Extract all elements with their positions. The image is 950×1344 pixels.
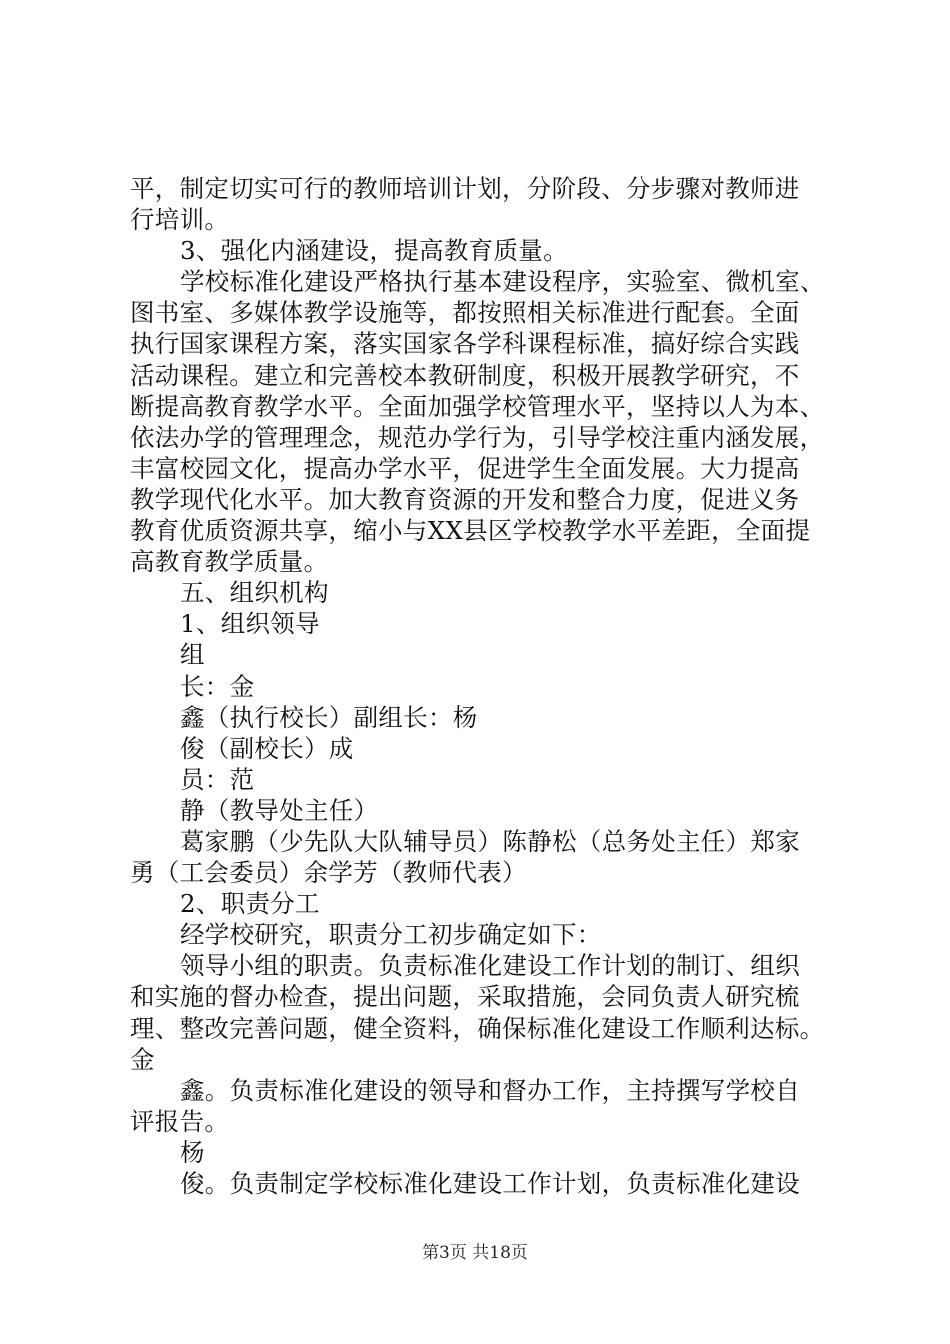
text-line: 执行国家课程方案，落实国家各学科课程标准，搞好综合实践 [130,329,800,359]
text-line: 葛家鹏（少先队大队辅导员）陈静松（总务处主任）郑家 [180,826,800,856]
text-line: 俊（副校长）成 [180,733,354,763]
text-line: 活动课程。建立和完善校本教研制度，积极开展教学研究，不 [130,360,800,390]
text-line: 评报告。 [130,1106,230,1136]
text-line: 静（教导处主任） [180,795,379,825]
text-line: 金 [130,1044,155,1074]
text-line: 杨 [180,1137,205,1167]
text-line: 俊。负责制定学校标准化建设工作计划，负责标准化建设 [180,1169,800,1198]
text-line: 勇（工会委员）余学芳（教师代表） [130,858,527,888]
text-line: 学校标准化建设严格执行基本建设程序，实验室、微机室、 [180,267,825,297]
text-line: 经学校研究，职责分工初步确定如下： [180,920,602,950]
text-line: 平，制定切实可行的教师培训计划，分阶段、分步骤对教师进 [130,174,800,203]
text-line: 员：范 [180,764,255,794]
text-line: 1、组织领导 [180,609,320,639]
text-line: 依法办学的管理理念，规范办学行为，引导学校注重内涵发展， [130,422,825,452]
text-line: 组 [180,640,205,670]
text-line: 图书室、多媒体教学设施等，都按照相关标准进行配套。全面 [130,298,800,328]
text-line: 教学现代化水平。加大教育资源的开发和整合力度，促进义务 [130,484,800,514]
text-line: 教育优质资源共享，缩小与XX县区学校教学水平差距，全面提 [130,516,811,546]
text-line: 和实施的督办检查，提出问题，采取措施，会同负责人研究梳 [130,982,800,1012]
page-footer: 第3页 共18页 [422,1243,528,1263]
document-body [130,173,832,1199]
text-line: 理、整改完善问题，健全资料，确保标准化建设工作顺利达标。 [130,1013,825,1043]
text-line: 断提高教育教学水平。全面加强学校管理水平，坚持以人为本、 [130,391,825,421]
text-line: 鑫（执行校长）副组长：杨 [180,702,478,732]
text-line: 2、职责分工 [180,889,320,919]
text-line: 丰富校园文化，提高办学水平，促进学生全面发展。大力提高 [130,453,800,483]
text-line: 行培训。 [130,205,230,235]
text-line: 领导小组的职责。负责标准化建设工作计划的制订、组织 [180,951,800,981]
text-line: 长：金 [180,671,255,701]
text-line: 高教育教学质量。 [130,547,329,577]
text-line: 3、强化内涵建设，提高教育质量。 [180,236,568,266]
text-line: 五、组织机构 [180,578,329,608]
text-line: 鑫。负责标准化建设的领导和督办工作，主持撰写学校自 [180,1075,800,1105]
